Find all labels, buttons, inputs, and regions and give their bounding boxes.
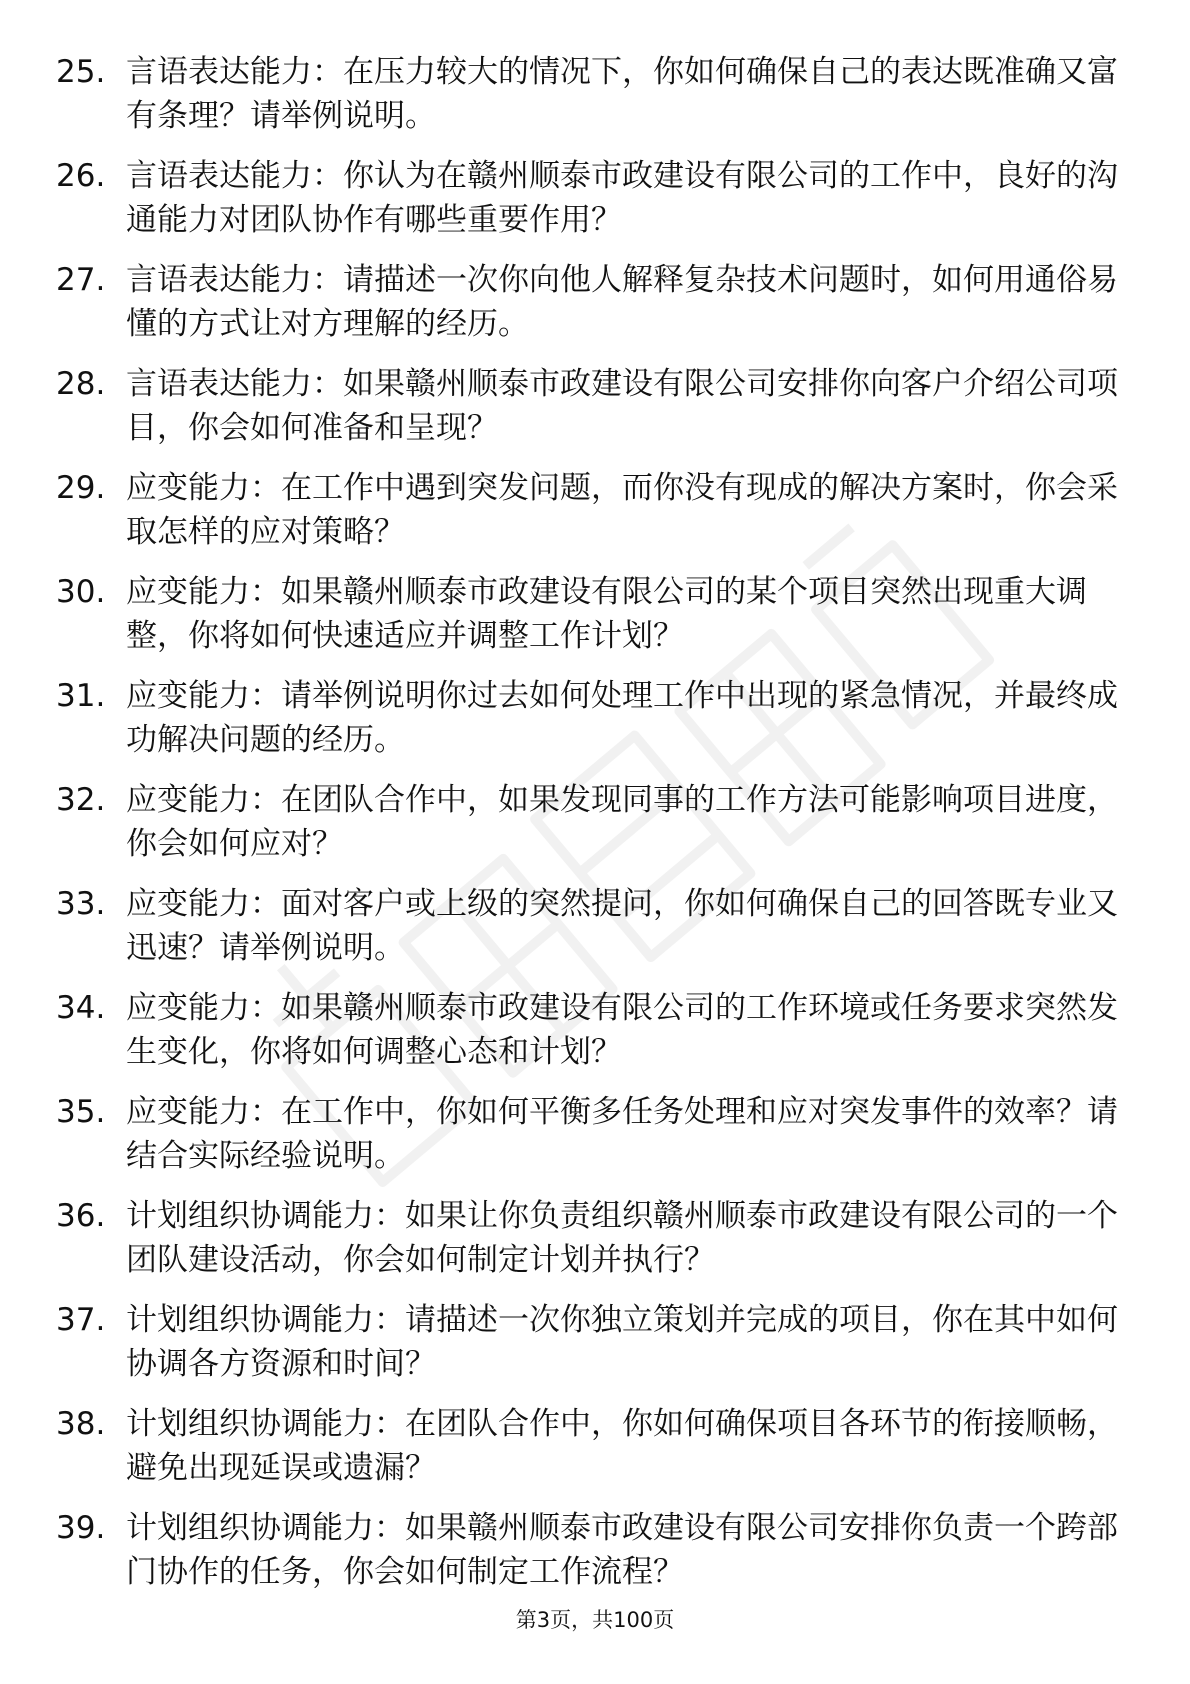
question-number: 38. [56,1406,106,1442]
question-number: 27. [56,262,106,298]
question-number: 31. [56,678,106,714]
question-number: 33. [56,886,106,922]
question-text: 应变能力：请举例说明你过去如何处理工作中出现的紧急情况，并最终成功解决问题的经历。 [126,678,1118,758]
question-text: 言语表达能力：如果赣州顺泰市政建设有限公司安排你向客户介绍公司项目，你会如何准备和呈现？ [126,366,1118,446]
question-number: 39. [56,1510,106,1546]
page-number-label: 第3页，共100页 [515,1608,675,1632]
question-text: 应变能力：在工作中，你如何平衡多任务处理和应对突发事件的效率？请结合实际经验说明。 [126,1094,1118,1174]
question-number: 28. [56,366,106,402]
list-item [56,1402,1136,1506]
list-item [56,1194,1136,1298]
question-number: 34. [56,990,106,1026]
question-number: 30. [56,574,106,610]
list-item [56,1298,1136,1402]
list-item [56,882,1136,986]
question-text: 计划组织协调能力：请描述一次你独立策划并完成的项目，你在其中如何协调各方资源和时间？ [126,1302,1118,1382]
list-item [56,986,1136,1090]
question-text: 言语表达能力：你认为在赣州顺泰市政建设有限公司的工作中，良好的沟通能力对团队协作有哪些重要作用？ [126,158,1118,238]
question-text: 计划组织协调能力：如果赣州顺泰市政建设有限公司安排你负责一个跨部门协作的任务，你会如何制定工作流程？ [126,1510,1118,1590]
question-text: 应变能力：在工作中遇到突发问题，而你没有现成的解决方案时，你会采取怎样的应对策略？ [126,470,1118,550]
question-text: 应变能力：如果赣州顺泰市政建设有限公司的工作环境或任务要求突然发生变化，你将如何调整心态和计划？ [126,990,1118,1070]
page-footer [0,1605,1190,1635]
question-text: 计划组织协调能力：在团队合作中，你如何确保项目各环节的衔接顺畅，避免出现延误或遗漏？ [126,1406,1118,1486]
question-number: 25. [56,54,106,90]
question-number: 35. [56,1094,106,1130]
question-number: 36. [56,1198,106,1234]
question-number: 26. [56,158,106,194]
question-number: 32. [56,782,106,818]
question-text: 应变能力：在团队合作中，如果发现同事的工作方法可能影响项目进度，你会如何应对？ [126,782,1118,862]
question-text: 应变能力：如果赣州顺泰市政建设有限公司的某个项目突然出现重大调整，你将如何快速适应并调整工作计划？ [126,574,1087,654]
list-item [56,362,1136,466]
list-item [56,466,1136,570]
list-item [56,1506,1136,1610]
question-text: 计划组织协调能力：如果让你负责组织赣州顺泰市政建设有限公司的一个团队建设活动，你会如何制定计划并执行？ [126,1198,1118,1278]
list-item [56,154,1136,258]
question-text: 言语表达能力：在压力较大的情况下，你如何确保自己的表达既准确又富有条理？请举例说明。 [126,54,1118,134]
list-item [56,778,1136,882]
question-text: 应变能力：面对客户或上级的突然提问，你如何确保自己的回答既专业又迅速？请举例说明。 [126,886,1118,966]
list-item [56,258,1136,362]
list-item [56,674,1136,778]
question-text: 言语表达能力：请描述一次你向他人解释复杂技术问题时，如何用通俗易懂的方式让对方理解的经历。 [126,262,1118,342]
list-item [56,570,1136,674]
list-item [56,50,1136,154]
question-number: 37. [56,1302,106,1338]
list-item [56,1090,1136,1194]
question-number: 29. [56,470,106,506]
question-list [56,50,1136,1610]
